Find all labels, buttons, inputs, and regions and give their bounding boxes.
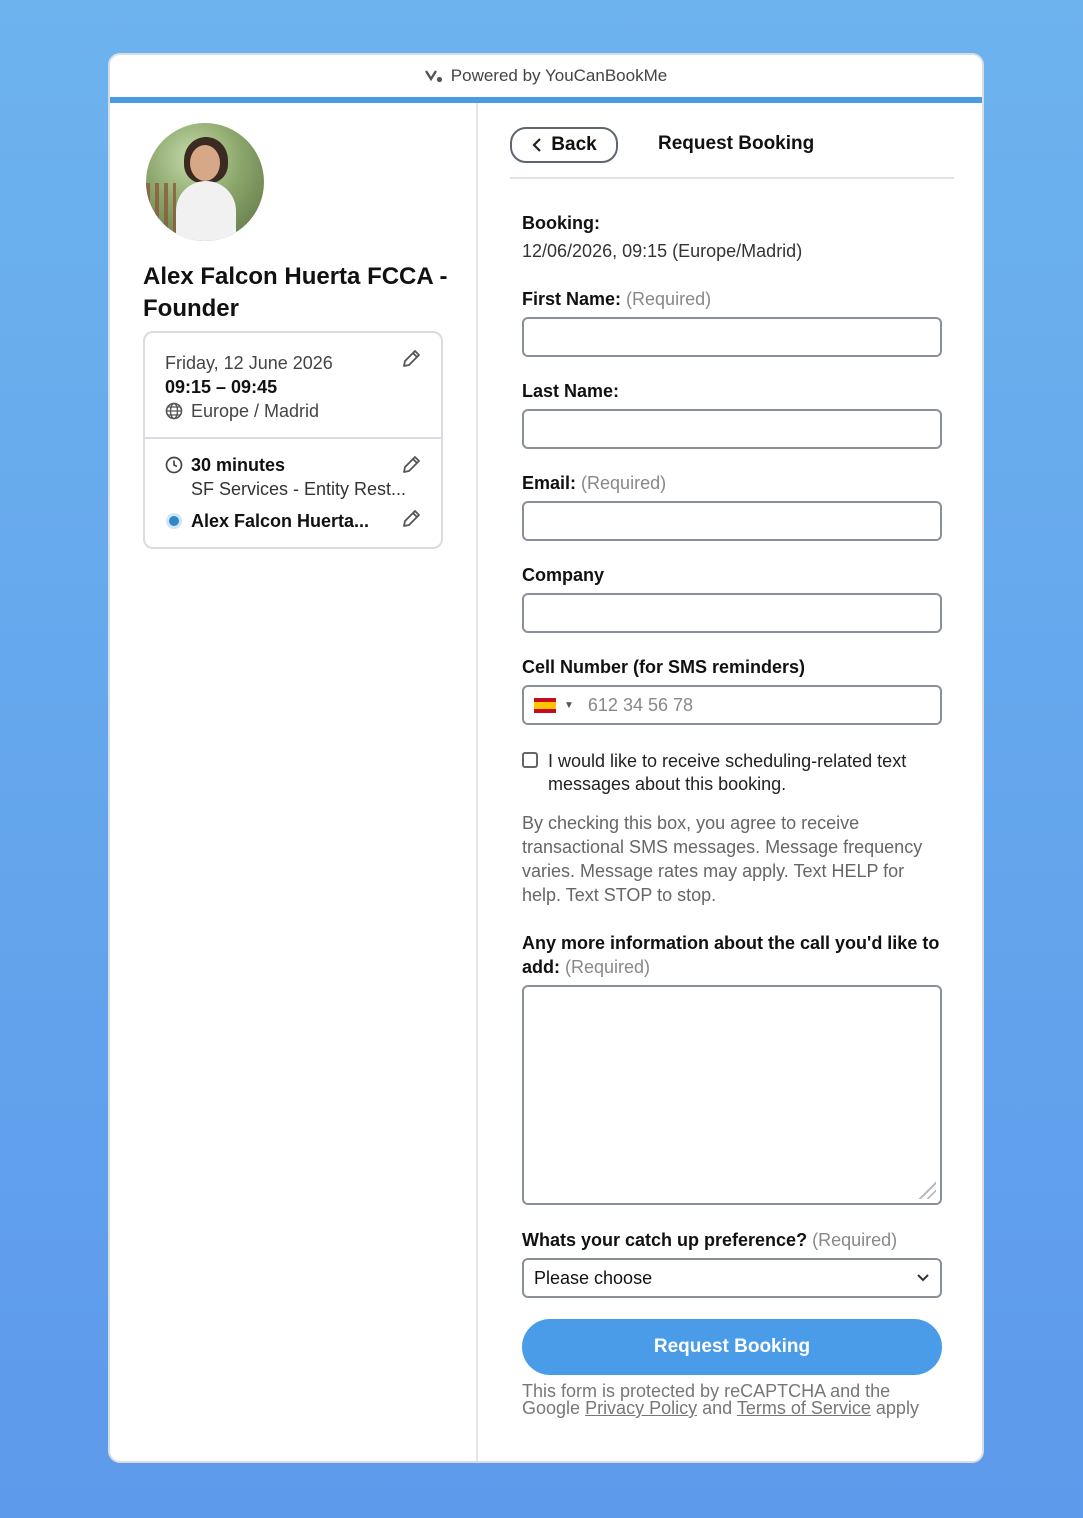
required-indicator: (Required): [581, 473, 667, 493]
booking-form-panel: [478, 103, 982, 1461]
chevron-left-icon: [531, 137, 543, 153]
catch-up-label: Whats your catch up preference?: [522, 1230, 808, 1250]
summary-service: SF Services - Entity Rest...: [191, 479, 407, 499]
edit-time-icon[interactable]: [401, 349, 421, 369]
company-input[interactable]: [522, 593, 942, 633]
last-name-input[interactable]: [522, 409, 942, 449]
spain-flag-icon[interactable]: [534, 698, 556, 713]
back-label: Back: [551, 134, 597, 155]
summary-service-section: [145, 437, 441, 547]
booking-card: [108, 53, 984, 1463]
first-name-input[interactable]: [522, 317, 942, 357]
summary-time: 09:15 – 09:45: [165, 377, 278, 397]
summary-time-section: [145, 333, 441, 437]
privacy-policy-link[interactable]: Privacy Policy: [585, 1398, 698, 1418]
sms-consent-checkbox[interactable]: [522, 752, 538, 768]
sms-consent-note: By checking this box, you agree to receive transactional SMS messages. Message frequency varies. Message rates may apply. Text HELP for help. Text STOP to stop.: [522, 813, 923, 905]
cell-number-placeholder: 612 34 56 78: [587, 694, 694, 715]
team-member-icon: [165, 512, 183, 530]
booking-label: Booking:: [522, 213, 600, 233]
email-label: Email:: [522, 473, 577, 493]
terms-of-service-link[interactable]: Terms of Service: [736, 1398, 871, 1418]
recaptcha-text: This form is protected by reCAPTCHA and the Google: [522, 1381, 891, 1418]
company-label: Company: [522, 565, 605, 585]
cell-number-input[interactable]: [522, 685, 942, 725]
request-booking-button[interactable]: Request Booking: [522, 1319, 942, 1375]
globe-icon: [165, 402, 183, 420]
sms-consent-label: I would like to receive scheduling-related text messages about this booking.: [548, 751, 907, 794]
clock-icon: [165, 456, 183, 474]
required-indicator: (Required): [812, 1230, 898, 1250]
catch-up-select[interactable]: [522, 1258, 942, 1298]
recaptcha-notice: [522, 1383, 942, 1417]
page-title: Request Booking: [658, 133, 815, 154]
caret-down-icon[interactable]: ▼: [564, 699, 574, 711]
last-name-label: Last Name:: [522, 381, 620, 401]
powered-by-text: Powered by YouCanBookMe: [450, 66, 668, 85]
left-panel: [110, 103, 478, 1461]
host-name: Alex Falcon Huerta FCCA - Founder: [143, 263, 448, 322]
required-indicator: (Required): [626, 289, 712, 309]
form-header: [510, 127, 954, 179]
catch-up-selected: Please choose: [534, 1267, 653, 1288]
youcanbookme-logo-icon: [425, 68, 443, 84]
sms-consent-row[interactable]: [522, 750, 942, 796]
required-indicator: (Required): [565, 957, 651, 977]
cell-number-label: Cell Number (for SMS reminders): [522, 657, 806, 677]
summary-team-member: Alex Falcon Huerta...: [191, 511, 370, 531]
resize-handle-icon[interactable]: [914, 1177, 936, 1199]
booking-value: 12/06/2026, 09:15 (Europe/Madrid): [522, 241, 803, 261]
summary-date: Friday, 12 June 2026: [165, 353, 333, 373]
first-name-label: First Name:: [522, 289, 622, 309]
recaptcha-apply: apply: [875, 1398, 919, 1418]
edit-service-icon[interactable]: [401, 455, 421, 475]
recaptcha-and: and: [702, 1398, 733, 1418]
email-input[interactable]: [522, 501, 942, 541]
chevron-down-icon: [916, 1273, 930, 1283]
avatar: [146, 123, 264, 241]
summary-duration: 30 minutes: [191, 455, 286, 475]
powered-by-bar[interactable]: [110, 55, 982, 103]
back-button[interactable]: [510, 127, 618, 163]
more-info-textarea[interactable]: [522, 985, 942, 1205]
more-info-label: Any more information about the call you'd like to add:: [522, 933, 940, 977]
booking-summary: [143, 331, 443, 549]
summary-timezone: Europe / Madrid: [191, 401, 320, 421]
edit-team-member-icon[interactable]: [401, 509, 421, 529]
